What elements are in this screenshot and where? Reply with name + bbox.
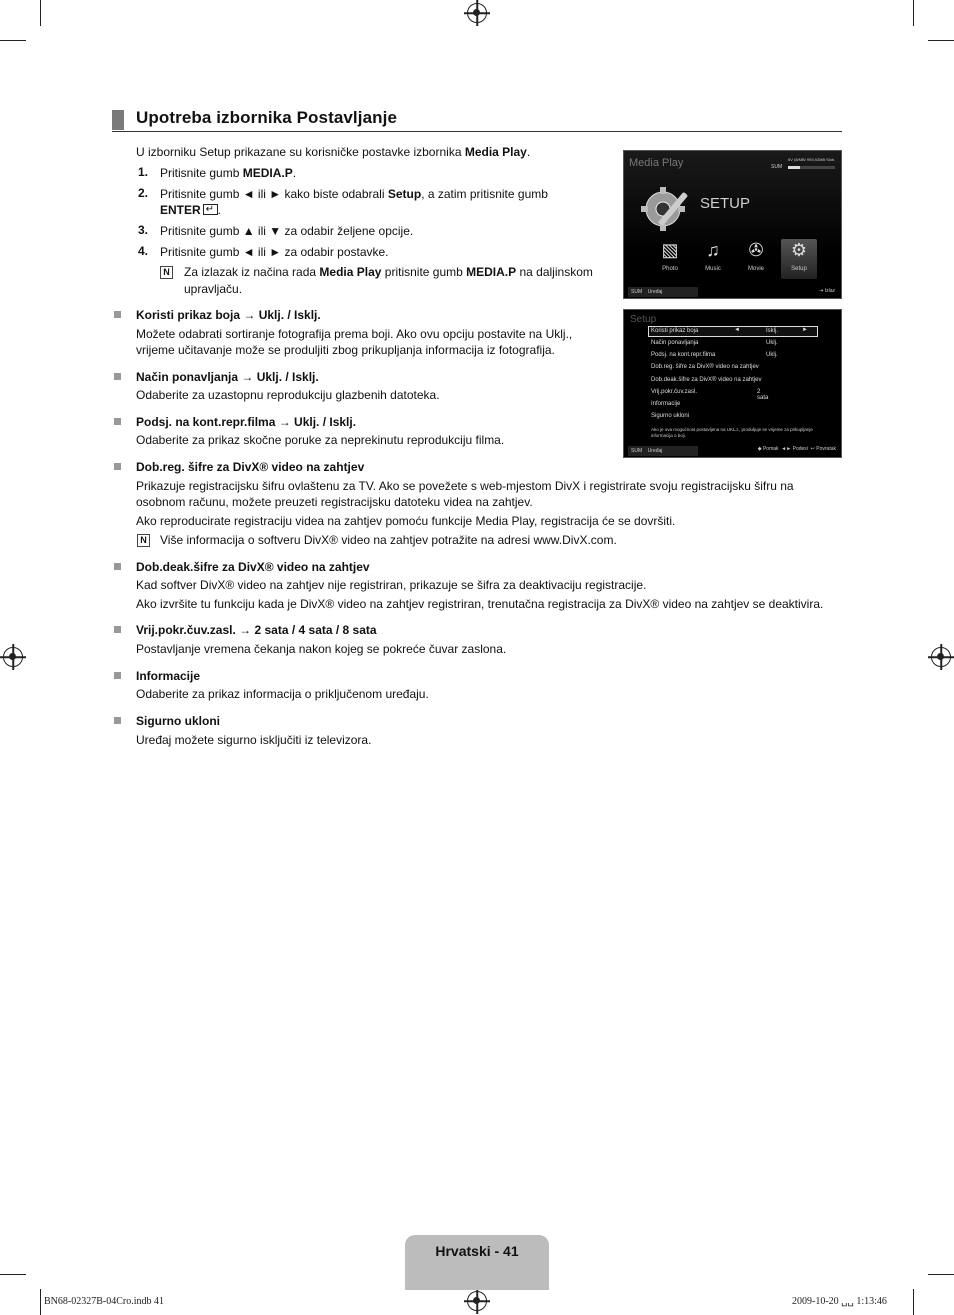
setup-title: Setup [630, 314, 657, 325]
setup-row[interactable]: Dob.deak.šifre za DivX® video na zahtjev [651, 377, 762, 383]
setup-row[interactable]: Koristi prikaz boja Isklj. [651, 328, 778, 334]
item-title: Koristi prikaz boja → Uklj. / Isklj. [136, 308, 321, 322]
setup-help-note: Ako je ova mogućnost postavljena na UKLJ., produljuje se vrijeme za prikupljanje informacija o boji. [651, 427, 813, 438]
item-desc: Odaberite za prikaz informacija o priključenom uređaju. [136, 687, 429, 701]
item-title: Informacije [136, 669, 201, 683]
media-play-screen [623, 150, 842, 299]
step-number: 3. [138, 223, 149, 237]
media-movie-item[interactable]: ✇ Movie [738, 239, 774, 279]
item-desc: Prikazuje registracijsku šifru ovlaštenu za TV. Ako se povežete s web-mjestom DivX i registrirate svoju registracijsku šifru na [136, 479, 794, 493]
bullet-square [114, 463, 121, 470]
item-desc: Kad softver DivX® video na zahtjev nije registriran, prikazuje se šifra za deaktivaciju registracije. [136, 578, 647, 592]
setup-gear-icon [638, 181, 694, 237]
crop-mark [928, 40, 954, 41]
crop-mark [913, 0, 914, 26]
item-title: Način ponavljanja → Uklj. / Isklj. [136, 370, 319, 384]
note-text: Za izlazak iz načina rada Media Play pritisnite gumb MEDIA.P na daljinskom [184, 265, 593, 279]
media-play-title: Media Play [629, 157, 684, 169]
item-title: Podsj. na kont.repr.filma → Uklj. / Isklj. [136, 415, 357, 429]
setup-row[interactable]: Dob.reg. šifre za DivX® video na zahtjev [651, 364, 759, 370]
device-name: SUM [771, 164, 783, 170]
right-arrow-icon[interactable]: ► [802, 327, 808, 333]
registration-mark-icon [3, 647, 23, 667]
enter-icon [203, 204, 218, 215]
item-desc: Odaberite za prikaz skočne poruke za neprekinutu reprodukciju filma. [136, 433, 505, 447]
registration-mark-icon [931, 647, 951, 667]
crop-mark [40, 1289, 41, 1315]
page-title: Upotreba izbornika Postavljanje [136, 108, 397, 127]
setup-row[interactable]: Vrij.pokr.čuv.zasl. 2 sata [651, 389, 769, 401]
section-heading [112, 108, 842, 132]
crop-mark [913, 1289, 914, 1315]
item-desc: Postavljanje vremena čekanja nakon kojeg se pokreće čuvar zaslona. [136, 642, 507, 656]
storage-bar [788, 166, 835, 169]
step-number: 4. [138, 244, 149, 258]
step-text: Pritisnite gumb ◄ ili ► kako biste odabrali Setup, a zatim pritisnite gumb [160, 187, 548, 201]
bullet-square [114, 373, 121, 380]
media-music-item[interactable]: ♫ Music [695, 239, 731, 279]
setup-label: SETUP [700, 195, 751, 212]
page-number: Hrvatski - 41 [435, 1243, 519, 1259]
bullet-square [114, 672, 121, 679]
photo-icon: ▧ [661, 240, 679, 260]
bullet-square [114, 717, 121, 724]
media-setup-item[interactable]: ⚙ Setup [781, 239, 817, 279]
step-text: Pritisnite gumb MEDIA.P. [160, 166, 297, 180]
step-text-cont: ENTER↵ . [160, 202, 221, 218]
bullet-square [114, 418, 121, 425]
device-info: 6V (8/MB/ 993,92MB Slob. [788, 157, 836, 162]
exit-hint: ⇥ Izlaz [819, 288, 835, 294]
bullet-square [114, 626, 121, 633]
device-bar: SUM Uređaj [628, 287, 698, 297]
note-text: Više informacija o softveru DivX® video na zahtjev potražite na adresi www.DivX.com. [160, 533, 617, 547]
step-text: Pritisnite gumb ▲ ili ▼ za odabir željene opcije. [160, 224, 414, 238]
item-desc: Ako reproducirate registraciju videa na zahtjev pomoću funkcije Media Play, registracija će se dovršiti. [136, 514, 676, 528]
left-arrow-icon[interactable]: ◄ [734, 327, 740, 333]
bullet-square [114, 311, 121, 318]
step-text: Pritisnite gumb ◄ ili ► za odabir postavke. [160, 245, 389, 259]
nav-hints: ◆ Pomak ◄► Podesi ↩ Povratak [757, 446, 836, 452]
item-title: Sigurno ukloni [136, 714, 220, 728]
item-desc: Odaberite za uzastopnu reprodukciju glazbenih datoteka. [136, 388, 440, 402]
heading-bar [112, 110, 124, 130]
music-icon: ♫ [706, 240, 720, 260]
setup-menu-screen [623, 309, 842, 458]
page-number-tab [405, 1235, 549, 1290]
crop-mark [928, 1274, 954, 1275]
crop-mark [40, 0, 41, 26]
note-icon: N [137, 534, 150, 547]
step-number: 1. [138, 165, 149, 179]
item-title: Dob.deak.šifre za DivX® video na zahtjev [136, 560, 370, 574]
item-title: Dob.reg. šifre za DivX® video na zahtjev [136, 460, 365, 474]
file-info: BN68-02327B-04Cro.indb 41 [44, 1296, 164, 1307]
item-desc: Možete odabrati sortiranje fotografija prema boji. Ako ovu opciju postavite na Uklj., [136, 327, 573, 341]
step-number: 2. [138, 186, 149, 200]
item-desc: Ako izvršite tu funkciju kada je DivX® video na zahtjev registriran, trenutačna registracija za DivX® video na zahtjev se deaktivira. [136, 597, 824, 611]
crop-mark [0, 40, 26, 41]
registration-mark-icon [467, 1291, 487, 1311]
media-photo-item[interactable]: ▧ Photo [652, 239, 688, 279]
movie-icon: ✇ [748, 240, 764, 260]
item-desc: vrijeme učitavanje može se produljiti zbog prikupljanja informacija iz fotografija. [136, 343, 555, 357]
crop-mark [0, 1274, 26, 1275]
print-date: 2009-10-20 ␣␣ 1:13:46 [792, 1296, 887, 1307]
bullet-square [114, 563, 121, 570]
setup-row[interactable]: Način ponavljanja Uklj. [651, 340, 778, 346]
note-icon: N [160, 266, 173, 279]
item-desc: Uređaj možete sigurno isključiti iz televizora. [136, 733, 372, 747]
registration-mark-icon [467, 3, 487, 23]
setup-icon: ⚙ [790, 240, 808, 260]
intro-text: U izborniku Setup prikazane su korisničke postavke izbornika Media Play. [136, 145, 531, 159]
item-desc: osobnom računu, možete preuzeti registracijsku datoteku videa na zahtjev. [136, 495, 533, 509]
setup-row[interactable]: Informacije [651, 401, 681, 407]
setup-row[interactable]: Podsj. na kont.repr.filma Uklj. [651, 352, 778, 358]
device-bar: SUM Uređaj [628, 446, 698, 456]
note-text-cont: upravljaču. [184, 282, 243, 296]
item-title: Vrij.pokr.čuv.zasl. → 2 sata / 4 sata / 8 sata [136, 623, 377, 637]
setup-row[interactable]: Sigurno ukloni [651, 413, 690, 419]
